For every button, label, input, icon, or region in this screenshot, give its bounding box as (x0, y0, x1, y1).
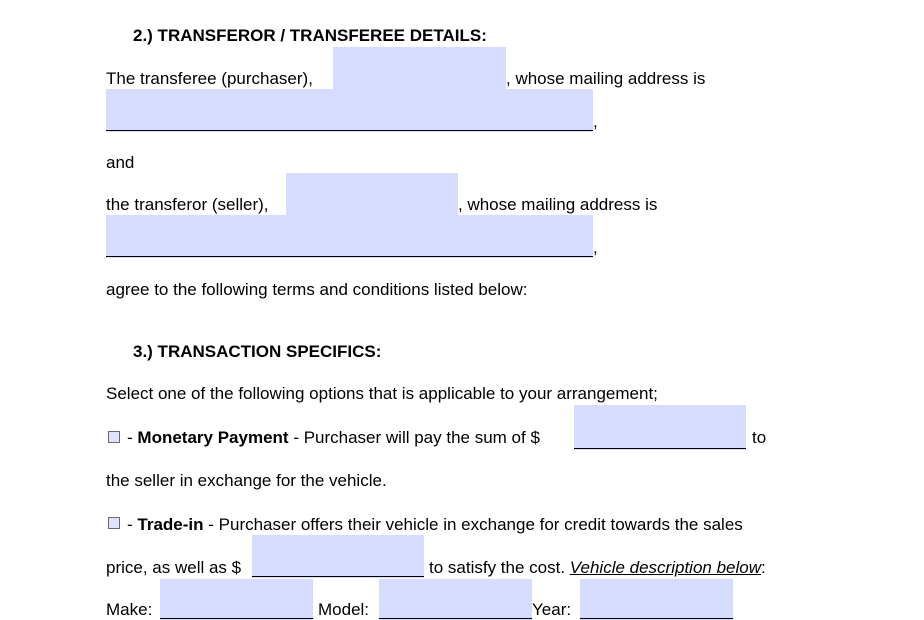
seller-suffix: , whose mailing address is (458, 195, 658, 214)
year-field[interactable] (580, 579, 733, 620)
purchaser-address-comma: , (593, 112, 598, 131)
section-3-heading: 3.) TRANSACTION SPECIFICS: (133, 342, 382, 361)
make-label: Make: (106, 600, 153, 619)
seller-address-field[interactable] (106, 215, 593, 258)
year-label: Year: (532, 600, 572, 619)
trade-in-line (127, 515, 743, 535)
monetary-payment-checkbox[interactable] (108, 431, 120, 443)
model-label: Model: (318, 600, 370, 619)
trade-in-line2-prefix: price, as well as $ (106, 558, 242, 577)
seller-address-comma: , (593, 238, 598, 257)
trade-in-amount-underline (252, 576, 424, 577)
model-field[interactable] (379, 579, 532, 620)
trade-in-label: Trade-in (137, 515, 204, 534)
monetary-amount-field[interactable] (574, 405, 746, 450)
year-underline (580, 618, 733, 619)
monetary-payment-text: - Purchaser will pay the sum of $ (293, 428, 540, 447)
trade-in-checkbox[interactable] (108, 517, 120, 529)
purchaser-suffix: , whose mailing address is (506, 69, 706, 88)
trade-in-line2-suffix (429, 558, 766, 578)
seller-address-underline (106, 256, 593, 257)
monetary-line2: the seller in exchange for the vehicle. (106, 471, 387, 490)
seller-label: the transferor (seller), (106, 195, 269, 214)
monetary-dash: - (127, 428, 133, 447)
trade-in-amount-field[interactable] (252, 535, 424, 578)
vehicle-description-colon: : (761, 558, 766, 577)
make-underline (160, 618, 313, 619)
satisfy-cost-text: to satisfy the cost. (429, 558, 566, 577)
purchaser-address-field[interactable] (106, 89, 593, 132)
monetary-payment-line (127, 428, 540, 448)
options-intro: Select one of the following options that is applicable to your arrangement; (106, 384, 658, 403)
purchaser-address-underline (106, 130, 593, 131)
vehicle-description-label: Vehicle description below (569, 558, 761, 577)
section-2-heading: 2.) TRANSFEROR / TRANSFEREE DETAILS: (133, 26, 487, 45)
purchaser-label: The transferee (purchaser), (106, 69, 313, 88)
agree-text: agree to the following terms and conditions listed below: (106, 280, 528, 299)
model-underline (379, 618, 532, 619)
and-text: and (106, 153, 135, 172)
trade-in-text: - Purchaser offers their vehicle in exchange for credit towards the sales (208, 515, 743, 534)
monetary-amount-underline (574, 448, 746, 449)
monetary-payment-label: Monetary Payment (137, 428, 289, 447)
seller-name-field[interactable] (286, 173, 458, 217)
purchaser-name-field[interactable] (333, 47, 506, 91)
make-field[interactable] (160, 579, 313, 620)
monetary-to: to (752, 428, 767, 447)
trade-in-dash: - (127, 515, 133, 534)
